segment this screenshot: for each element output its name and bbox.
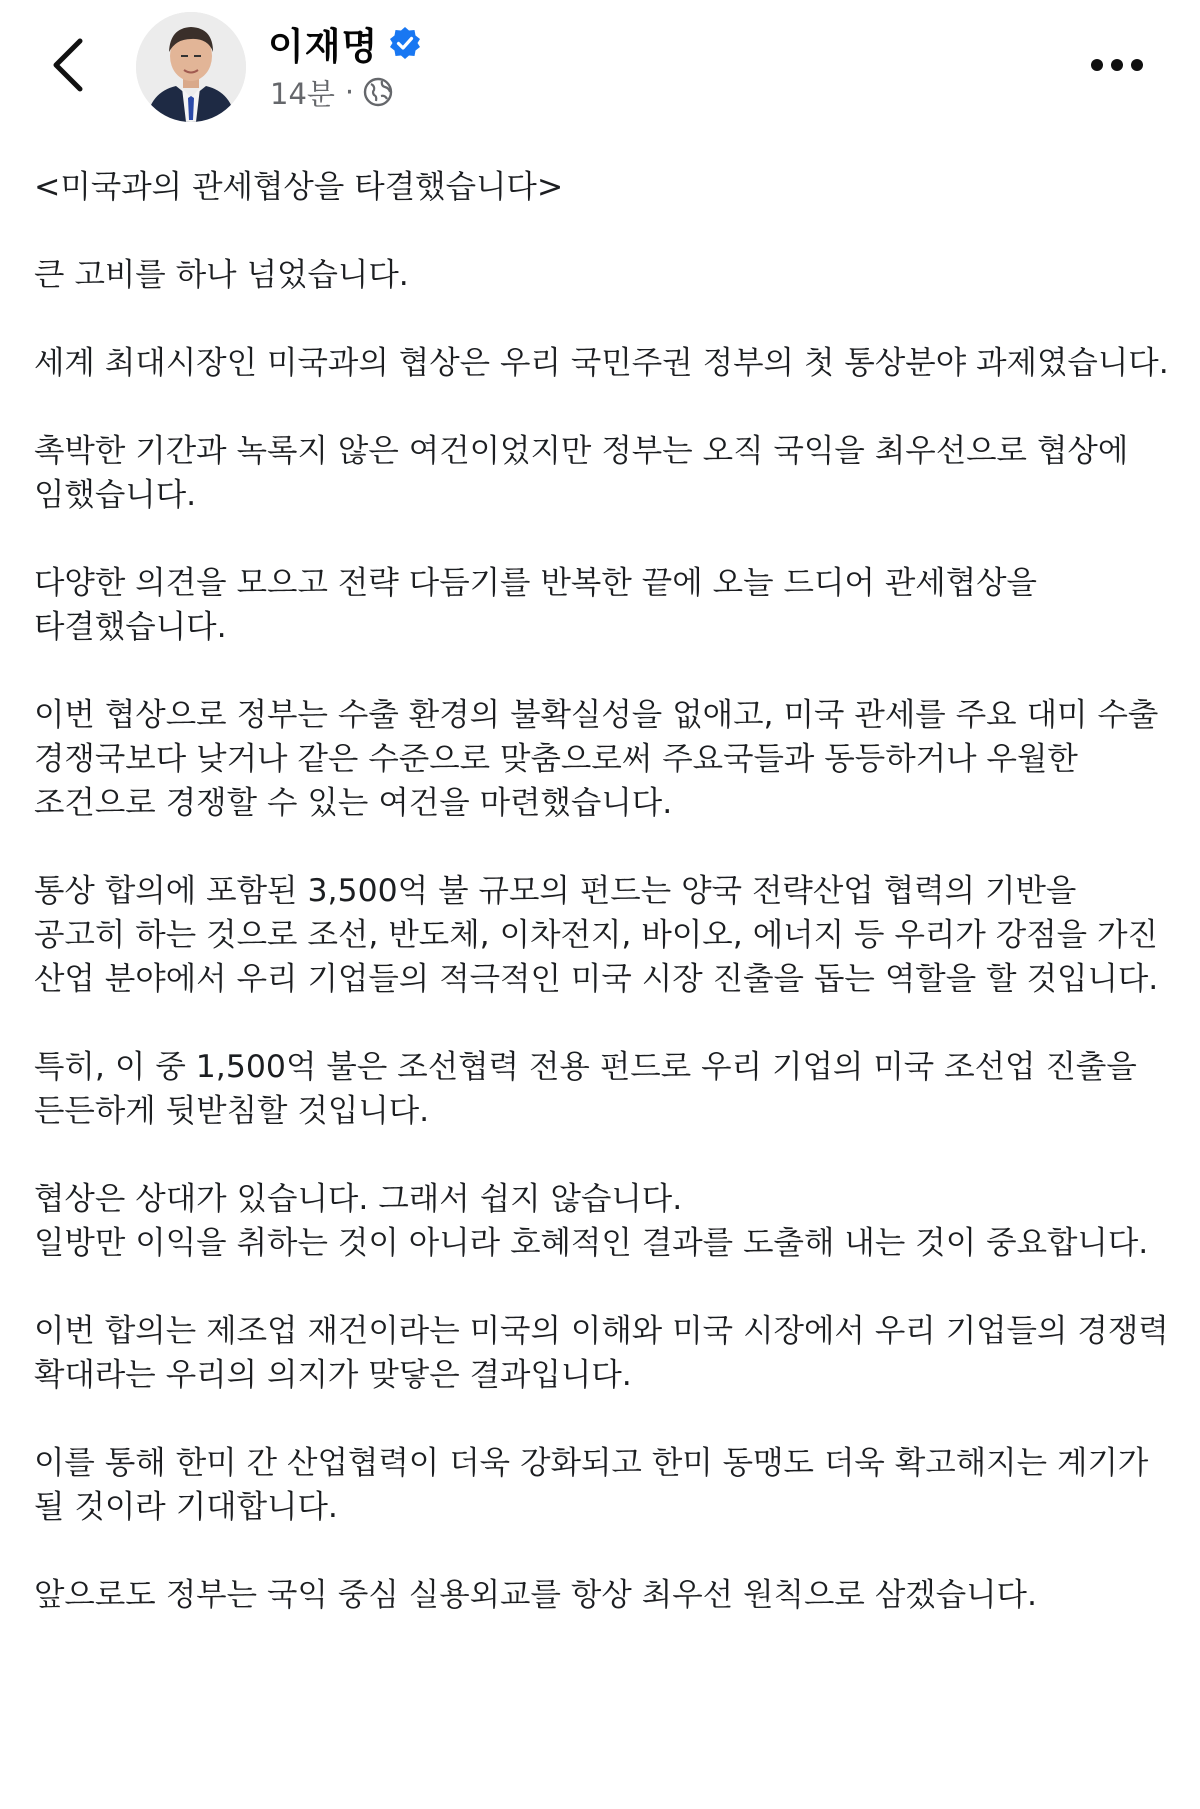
post-paragraph: 특히, 이 중 1,500억 불은 조선협력 전용 펀드로 우리 기업의 미국 조선업 진출을 든든하게 뒷받침할 것입니다. (34, 1049, 1147, 1129)
chevron-left-icon (48, 35, 88, 95)
post-paragraph: 통상 합의에 포함된 3,500억 불 규모의 펀드는 양국 전략산업 협력의 기반을 공고히 하는 것으로 조선, 반도체, 이차전지, 바이오, 에너지 등 우리가 강점을 가진 산업 분야에서 우리 기업들의 적극적인 미국 시장 진출을 돕는 역할을 할 것입니다. (34, 873, 1168, 997)
post-paragraph: 이번 합의는 제조업 재건이라는 미국의 이해와 미국 시장에서 우리 기업들의 경쟁력 확대라는 우리의 의지가 맞닿은 결과입니다. (34, 1313, 1179, 1393)
post-paragraph: 다양한 의견을 모으고 전략 다듬기를 반복한 끝에 오늘 드디어 관세협상을 타결했습니다. (34, 565, 1048, 645)
post-paragraph: <미국과의 관세협상을 타결했습니다> (34, 169, 564, 205)
post-paragraph: 협상은 상대가 있습니다. 그래서 쉽지 않습니다. 일방만 이익을 취하는 것이 아니라 호혜적인 결과를 도출해 내는 것이 중요합니다. (34, 1181, 1149, 1261)
post-time[interactable]: 14분 (270, 76, 335, 111)
globe-icon[interactable] (362, 76, 394, 108)
author (268, 18, 422, 68)
meta-separator: · (344, 75, 355, 109)
more-horizontal-icon (1089, 57, 1145, 73)
post-paragraph: 촉박한 기간과 녹록지 않은 여건이었지만 정부는 오직 국익을 최우선으로 협상에 임했습니다. (34, 433, 1139, 513)
post-paragraph: 이번 협상으로 정부는 수출 환경의 불확실성을 없애고, 미국 관세를 주요 대미 수출 경쟁국보다 낮거나 같은 수준으로 맞춤으로써 주요국들과 동등하거나 우월한 조건으로 경쟁할 수 있는 여건을 마련했습니다. (34, 697, 1169, 821)
author-name[interactable]: 이재명 (268, 25, 379, 68)
post-paragraph: 큰 고비를 하나 넘었습니다. (34, 257, 409, 293)
post-header (0, 0, 1200, 150)
back-button[interactable] (38, 30, 98, 100)
post-meta (270, 72, 394, 112)
post-body (34, 165, 1179, 1617)
verified-badge-icon (388, 26, 422, 60)
post-paragraph: 이를 통해 한미 간 산업협력이 더욱 강화되고 한미 동맹도 더욱 확고해지는 계기가 될 것이라 기대합니다. (34, 1445, 1159, 1525)
avatar[interactable] (136, 12, 246, 122)
more-options-button[interactable] (1082, 40, 1152, 90)
post-paragraph: 세계 최대시장인 미국과의 협상은 우리 국민주권 정부의 첫 통상분야 과제였습니다. (34, 345, 1169, 381)
post-paragraph: 앞으로도 정부는 국익 중심 실용외교를 항상 최우선 원칙으로 삼겠습니다. (34, 1577, 1037, 1613)
